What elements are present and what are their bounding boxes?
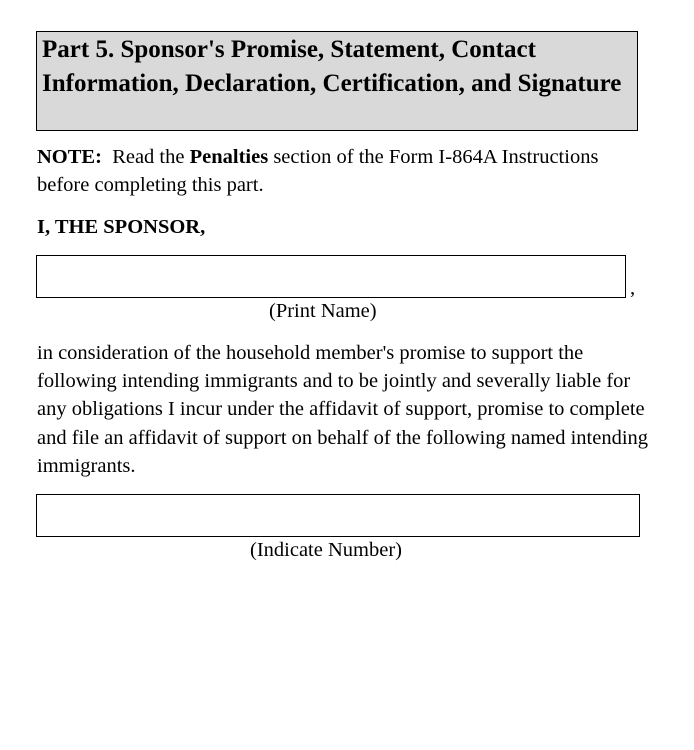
part-5-header	[36, 31, 638, 131]
note-text-after: section of the Form I-864A Instructions before completing this part.	[37, 146, 599, 196]
name-trailing-comma: ,	[630, 277, 636, 299]
note-paragraph	[37, 143, 647, 199]
indicate-number-caption: (Indicate Number)	[250, 539, 402, 561]
sponsor-promise-text: in consideration of the household member's promise to support the following intending immigrants and to be jointly and severally liable for any obligations I incur under the affidavit of support, promise to complete and file an affidavit of support on behalf of the following named intending immigrants.	[37, 342, 649, 477]
print-name-caption: (Print Name)	[269, 300, 377, 322]
indicate-number-input[interactable]	[36, 494, 640, 537]
note-label: NOTE:	[37, 146, 102, 168]
note-penalties-word: Penalties	[189, 146, 269, 168]
sponsor-heading: I, THE SPONSOR,	[37, 216, 206, 238]
note-text-before: Read the	[101, 146, 190, 168]
print-name-input[interactable]	[36, 255, 626, 298]
part-5-title: Part 5. Sponsor's Promise, Statement, Contact Information, Declaration, Certification, and Signature	[42, 36, 622, 97]
